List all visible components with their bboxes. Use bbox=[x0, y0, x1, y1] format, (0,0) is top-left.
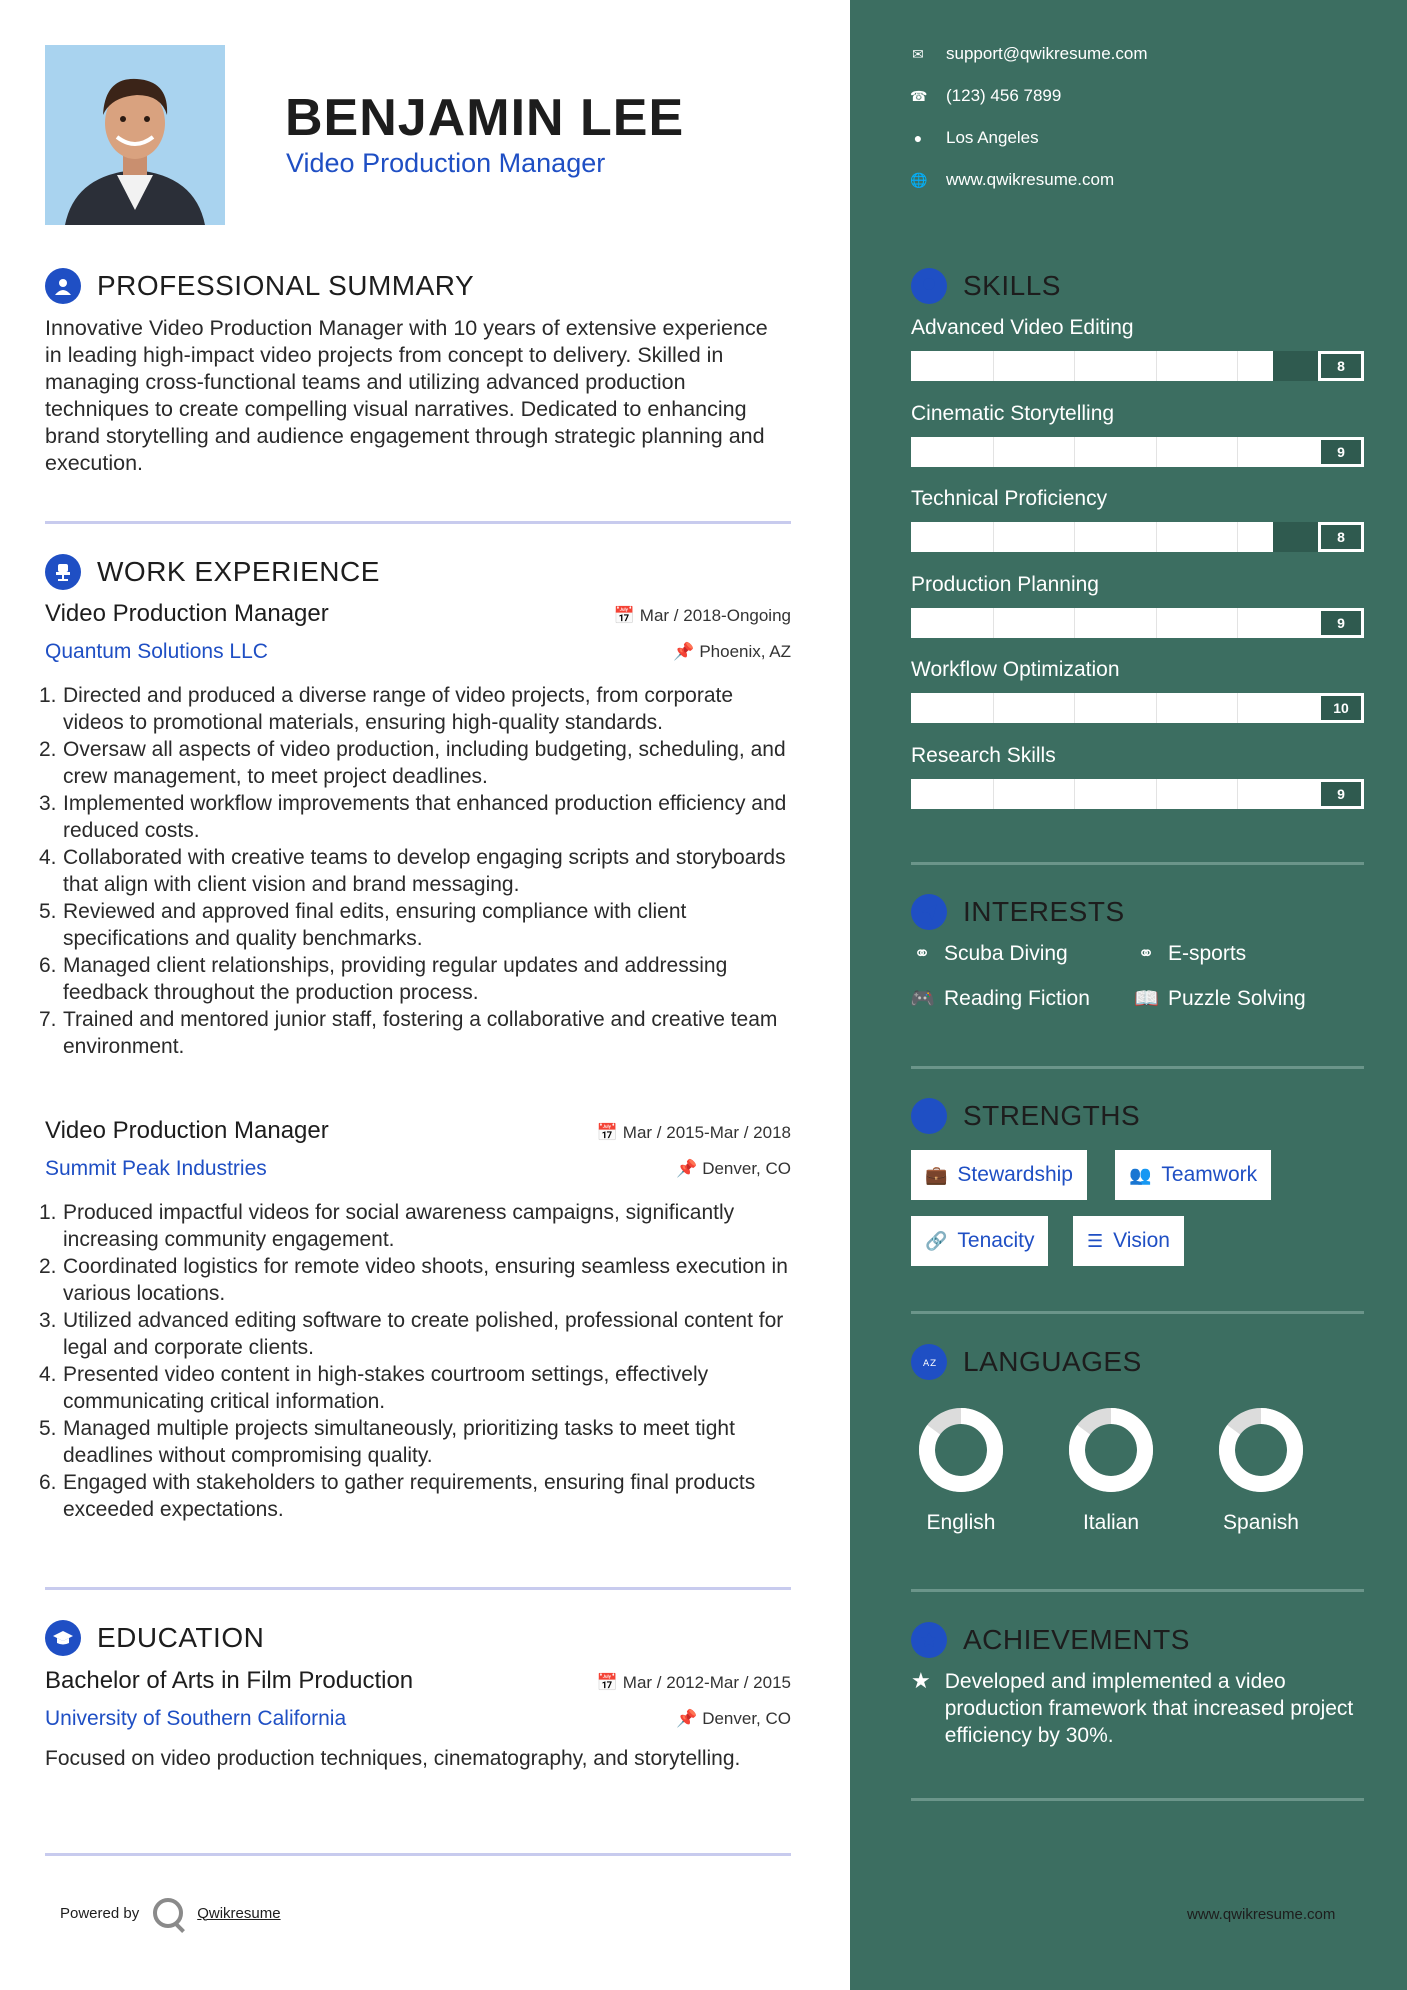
contact-email[interactable] bbox=[910, 44, 1148, 64]
lightbulb-icon bbox=[911, 268, 947, 304]
list-item: 7. Trained and mentored junior staff, fostering a collaborative and creative team environment. bbox=[39, 1008, 778, 1058]
experience-title: WORK EXPERIENCE bbox=[97, 556, 380, 587]
contact-location bbox=[910, 128, 1039, 148]
list-item: 4. Collaborated with creative teams to develop engaging scripts and storyboards that align with client vision and brand messaging. bbox=[39, 846, 786, 896]
language-item bbox=[901, 1407, 1021, 1535]
pin-icon: 📌 bbox=[676, 1159, 698, 1178]
contact-phone[interactable] bbox=[910, 86, 1061, 106]
achievement-text: Developed and implemented a video production framework that increased project efficiency by 30%. bbox=[944, 1670, 1354, 1747]
skill-segment bbox=[1237, 437, 1238, 467]
skill-segment bbox=[1156, 779, 1157, 809]
link-icon: 🔗 bbox=[925, 1230, 948, 1251]
school: University of Southern California bbox=[45, 1707, 347, 1730]
list-item: 4. Presented video content in high-stakes courtroom settings, effectively communicating critical information. bbox=[39, 1363, 709, 1413]
gamepad-icon: 🎮 bbox=[910, 988, 935, 1010]
language-donut bbox=[918, 1407, 1004, 1493]
skills-title: SKILLS bbox=[963, 270, 1061, 301]
fist-icon bbox=[911, 1098, 947, 1134]
skill-item bbox=[911, 487, 1364, 552]
divider bbox=[911, 1798, 1364, 1801]
calendar-icon: 📅 bbox=[596, 1673, 619, 1692]
skill-fill bbox=[911, 608, 1318, 638]
job-location bbox=[673, 642, 791, 662]
strengths-heading bbox=[911, 1098, 1140, 1134]
job-location-text: Phoenix, AZ bbox=[699, 642, 791, 661]
skill-name: Research Skills bbox=[911, 743, 1056, 767]
phone-icon: ☎ bbox=[910, 87, 928, 104]
skill-segment bbox=[993, 608, 994, 638]
skill-segment bbox=[1074, 779, 1075, 809]
skill-segment bbox=[1237, 351, 1238, 381]
strengths-title: STRENGTHS bbox=[963, 1100, 1141, 1131]
list-item: 1. Produced impactful videos for social awareness campaigns, significantly increasing community engagement. bbox=[39, 1201, 735, 1251]
job-entry bbox=[39, 1117, 791, 1523]
candidate-title: Video Production Manager bbox=[286, 148, 606, 178]
contact-website[interactable] bbox=[910, 170, 1114, 190]
translate-icon bbox=[911, 1344, 947, 1380]
job-date-text: Mar / 2015-Mar / 2018 bbox=[622, 1123, 791, 1142]
interests-heading bbox=[911, 894, 1125, 930]
job-date bbox=[597, 1123, 791, 1143]
language-donut bbox=[1068, 1407, 1154, 1493]
strength-badge bbox=[1115, 1150, 1271, 1200]
skill-segment bbox=[1074, 522, 1075, 552]
education-date bbox=[597, 1673, 791, 1693]
skill-segment bbox=[1074, 693, 1075, 723]
map-pin-icon: ● bbox=[913, 130, 923, 146]
skill-segment bbox=[993, 693, 994, 723]
experience-heading bbox=[45, 554, 380, 590]
list-item: 3. Utilized advanced editing software to create polished, professional content for legal and corporate clients. bbox=[39, 1309, 784, 1359]
language-item bbox=[1201, 1407, 1321, 1535]
svg-text:A: A bbox=[923, 1359, 930, 1369]
job-title: Video Production Manager bbox=[45, 1117, 329, 1144]
education-description: Focused on video production techniques, cinematography, and storytelling. bbox=[45, 1747, 741, 1770]
summary-text: Innovative Video Production Manager with 10 years of extensive experience in leading high-impact video projects from concept to delivery. Skilled in managing cross-functional teams and utilizing advanced production techniques to create compelling visual narratives. Dedicated to enhancing brand storytelling and audience engagement through strategic planning and execution. bbox=[45, 316, 768, 475]
job-bullets bbox=[39, 682, 791, 1060]
language-name: Italian bbox=[1082, 1511, 1140, 1534]
job-location bbox=[676, 1159, 791, 1179]
skill-segment bbox=[1237, 608, 1238, 638]
interest-label: Scuba Diving bbox=[944, 941, 1068, 965]
skill-bar bbox=[911, 693, 1364, 723]
strength-label: Stewardship bbox=[957, 1163, 1073, 1186]
skill-name: Workflow Optimization bbox=[911, 658, 1120, 681]
divider bbox=[45, 1853, 791, 1856]
footer-branding bbox=[60, 1898, 281, 1928]
summary-title: PROFESSIONAL SUMMARY bbox=[97, 270, 475, 301]
list-item: 2. Oversaw all aspects of video production, including budgeting, scheduling, and crew management, to meet project deadlines. bbox=[39, 738, 786, 788]
globe-icon: 🌐 bbox=[910, 171, 928, 188]
lifebuoy-icon: ⚭ bbox=[913, 943, 931, 965]
skill-bar bbox=[911, 437, 1364, 467]
job-title: Video Production Manager bbox=[45, 600, 329, 627]
summary-heading bbox=[45, 268, 474, 304]
skill-bar bbox=[911, 351, 1364, 381]
skill-fill bbox=[911, 779, 1318, 809]
strength-label: Tenacity bbox=[957, 1229, 1035, 1252]
skill-segment bbox=[1074, 608, 1075, 638]
skill-segment bbox=[1074, 351, 1075, 381]
education-location-text: Denver, CO bbox=[702, 1709, 791, 1728]
contact-location-text: Los Angeles bbox=[946, 128, 1039, 147]
skill-segment bbox=[1237, 693, 1238, 723]
skill-item bbox=[911, 573, 1364, 638]
list-item: 5. Reviewed and approved final edits, ensuring compliance with client specifications and quality benchmarks. bbox=[39, 900, 687, 950]
education-heading bbox=[45, 1620, 264, 1656]
skill-segment bbox=[993, 351, 994, 381]
skill-name: Technical Proficiency bbox=[911, 487, 1108, 510]
interest-label: Reading Fiction bbox=[944, 986, 1090, 1010]
interest-item bbox=[910, 986, 1090, 1011]
skill-segment bbox=[993, 437, 994, 467]
language-name: Spanish bbox=[1223, 1511, 1299, 1534]
footer-site[interactable]: www.qwikresume.com bbox=[1187, 1906, 1336, 1923]
divider bbox=[911, 1311, 1364, 1314]
contact-phone-text: (123) 456 7899 bbox=[946, 86, 1062, 105]
binoculars-icon: ☰ bbox=[1087, 1230, 1104, 1251]
language-name: English bbox=[926, 1511, 996, 1534]
job-company: Summit Peak Industries bbox=[45, 1157, 267, 1180]
language-item bbox=[1051, 1407, 1171, 1535]
degree: Bachelor of Arts in Film Production bbox=[45, 1667, 414, 1694]
pin-icon: 📌 bbox=[676, 1709, 698, 1728]
language-donut bbox=[1218, 1407, 1304, 1493]
contact-email-text: support@qwikresume.com bbox=[946, 44, 1148, 63]
skill-value: 8 bbox=[1318, 522, 1364, 552]
skill-segment bbox=[993, 522, 994, 552]
office-chair-icon bbox=[45, 554, 81, 590]
list-item: 3. Implemented workflow improvements that enhanced production efficiency and reduced costs. bbox=[39, 792, 787, 842]
languages-heading bbox=[911, 1344, 1142, 1380]
education-date-text: Mar / 2012-Mar / 2015 bbox=[622, 1673, 791, 1692]
candidate-name: BENJAMIN LEE bbox=[285, 89, 685, 147]
qwikresume-link[interactable]: Qwikresume bbox=[197, 1904, 281, 1922]
star-icon: ★ bbox=[911, 1668, 931, 1693]
education-title: EDUCATION bbox=[97, 1622, 265, 1653]
divider bbox=[911, 1066, 1364, 1069]
skill-fill bbox=[911, 351, 1273, 381]
strength-badge bbox=[1073, 1216, 1184, 1266]
skill-bar bbox=[911, 608, 1364, 638]
job-date bbox=[614, 606, 791, 626]
list-item: 6. Managed client relationships, providing regular updates and addressing feedback throughout the production process. bbox=[39, 954, 728, 1004]
skill-segment bbox=[1074, 437, 1075, 467]
strength-label: Vision bbox=[1113, 1229, 1170, 1252]
skill-bar bbox=[911, 522, 1364, 552]
skill-value: 9 bbox=[1318, 437, 1364, 467]
job-bullets bbox=[39, 1199, 791, 1523]
divider bbox=[45, 1587, 791, 1590]
skill-item bbox=[911, 658, 1364, 723]
skills-heading bbox=[911, 268, 1061, 304]
briefcase-icon: 💼 bbox=[925, 1164, 948, 1185]
skill-segment bbox=[1156, 437, 1157, 467]
skill-item bbox=[911, 402, 1364, 467]
skill-item bbox=[911, 316, 1364, 381]
skill-segment bbox=[1156, 693, 1157, 723]
profile-photo bbox=[45, 45, 225, 225]
envelope-icon: ✉ bbox=[912, 45, 924, 62]
strength-badge bbox=[911, 1216, 1048, 1266]
list-item: 6. Engaged with stakeholders to gather requirements, ensuring final products exceeded expectations. bbox=[39, 1471, 756, 1521]
skill-value: 9 bbox=[1318, 608, 1364, 638]
list-item: 1. Directed and produced a diverse range of video projects, from corporate videos to promotional materials, ensuring high-quality standards. bbox=[39, 684, 734, 734]
skill-segment bbox=[1156, 608, 1157, 638]
graduation-cap-icon bbox=[45, 1620, 81, 1656]
achievements-heading bbox=[911, 1622, 1190, 1658]
skill-segment bbox=[993, 779, 994, 809]
skill-value: 8 bbox=[1318, 351, 1364, 381]
skill-segment bbox=[1156, 351, 1157, 381]
interests-title: INTERESTS bbox=[963, 896, 1125, 927]
divider bbox=[45, 521, 791, 524]
paper-plane-icon bbox=[911, 894, 947, 930]
interest-item bbox=[1134, 986, 1306, 1011]
book-icon: 📖 bbox=[1134, 988, 1159, 1010]
divider bbox=[911, 1589, 1364, 1592]
skill-fill bbox=[911, 693, 1318, 723]
skill-value: 9 bbox=[1318, 779, 1364, 809]
interest-label: Puzzle Solving bbox=[1168, 986, 1306, 1010]
skill-name: Cinematic Storytelling bbox=[911, 401, 1115, 425]
list-item: 5. Managed multiple projects simultaneously, prioritizing tasks to meet tight deadlines without compromising quality. bbox=[39, 1417, 735, 1467]
skill-fill bbox=[911, 522, 1273, 552]
job-entry bbox=[39, 600, 791, 1060]
education-entry bbox=[45, 1667, 791, 1772]
pin-icon: 📌 bbox=[673, 642, 695, 661]
skill-segment bbox=[1156, 522, 1157, 552]
achievements-title: ACHIEVEMENTS bbox=[963, 1624, 1190, 1655]
strength-badge bbox=[911, 1150, 1087, 1200]
calendar-icon: 📅 bbox=[613, 606, 636, 625]
skill-segment bbox=[1237, 779, 1238, 809]
skill-name: Production Planning bbox=[911, 572, 1099, 596]
star-badge-icon bbox=[911, 1622, 947, 1658]
users-icon: 👥 bbox=[1129, 1164, 1152, 1185]
calendar-icon: 📅 bbox=[596, 1123, 619, 1142]
qwikresume-logo-icon bbox=[153, 1898, 183, 1928]
skill-segment bbox=[1237, 522, 1238, 552]
skill-value: 10 bbox=[1318, 693, 1364, 723]
languages-title: LANGUAGES bbox=[963, 1346, 1142, 1377]
list-item: 2. Coordinated logistics for remote video shoots, ensuring seamless execution in various locations. bbox=[39, 1255, 788, 1305]
education-location bbox=[676, 1709, 791, 1729]
skill-name: Advanced Video Editing bbox=[911, 316, 1134, 339]
skill-bar bbox=[911, 779, 1364, 809]
user-icon bbox=[45, 268, 81, 304]
skill-item bbox=[911, 744, 1364, 809]
skill-fill bbox=[911, 437, 1318, 467]
job-company: Quantum Solutions LLC bbox=[45, 640, 268, 663]
job-location-text: Denver, CO bbox=[702, 1159, 791, 1178]
interest-item bbox=[1134, 941, 1246, 966]
achievement-item bbox=[911, 1668, 1364, 1749]
interest-label: E-sports bbox=[1168, 941, 1247, 965]
interest-item bbox=[910, 941, 1068, 966]
job-date-text: Mar / 2018-Ongoing bbox=[639, 606, 791, 625]
contact-website-text: www.qwikresume.com bbox=[946, 170, 1115, 189]
divider bbox=[911, 862, 1364, 865]
powered-by-text: Powered by bbox=[60, 1904, 140, 1922]
strength-label: Teamwork bbox=[1161, 1163, 1258, 1186]
svg-text:Z: Z bbox=[930, 1359, 937, 1369]
lifebuoy-icon: ⚭ bbox=[1137, 943, 1155, 965]
